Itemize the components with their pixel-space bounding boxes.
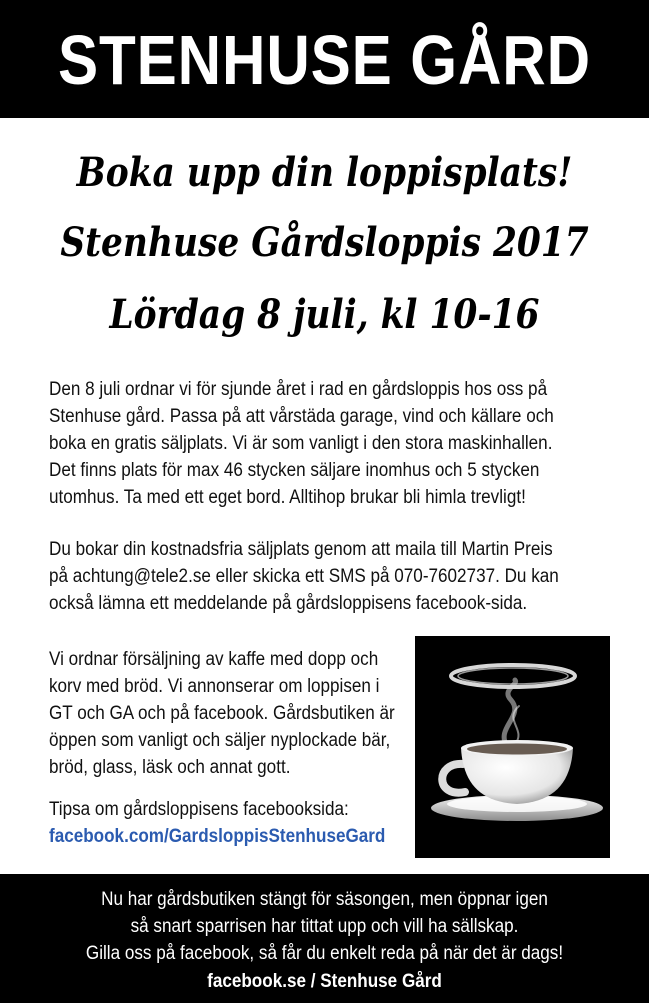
intro-paragraph: [49, 376, 589, 511]
headline-booking: Boka upp din loppisplats!: [76, 149, 573, 196]
text-line: boka en gratis säljplats. Vi är som vanligt i den stora maskinhallen.: [49, 433, 553, 454]
text-line: Det finns plats för max 46 stycken säljare inomhus och 5 stycken: [49, 460, 540, 481]
headline-event-name: Stenhuse Gårdsloppis 2017: [60, 219, 589, 266]
tip-label: Tipsa om gårdsloppisens facebooksida:: [49, 799, 349, 820]
text-line: Du bokar din kostnadsfria säljplats genom att maila till Martin Preis: [49, 539, 553, 560]
text-line: också lämna ett meddelande på gårdsloppisens facebook-sida.: [49, 593, 528, 614]
text-line: utomhus. Ta med ett eget bord. Alltihop brukar bli himla trevligt!: [49, 487, 526, 508]
brand-title: STENHUSE GÅRD: [58, 21, 591, 99]
food-paragraph: [49, 646, 405, 781]
text-line: Vi ordnar försäljning av kaffe med dopp och: [49, 649, 379, 670]
footer-banner: [0, 874, 649, 1003]
coffee-photo: [415, 636, 610, 858]
facebook-page-link[interactable]: facebook.com/GardsloppisStenhuseGard: [49, 826, 386, 847]
text-line: på achtung@tele2.se eller skicka ett SMS på 070-7602737. Du kan: [49, 566, 559, 587]
text-line: öppen som vanligt och säljer nyplockade bär,: [49, 730, 391, 751]
header-banner: [0, 0, 649, 118]
footer-line: så snart sparrisen har tittat upp och vill ha sällskap.: [130, 916, 519, 937]
footer-line: Nu har gårdsbutiken stängt för säsongen, men öppnar igen: [101, 889, 548, 910]
text-line: korv med bröd. Vi annonserar om loppisen i: [49, 676, 380, 697]
text-line: Den 8 juli ordnar vi för sjunde året i rad en gårdsloppis hos oss på: [49, 379, 548, 400]
text-line: GT och GA och på facebook. Gårdsbutiken är: [49, 703, 395, 724]
coffee-cup-icon: [415, 636, 610, 858]
headline-date-time: Lördag 8 juli, kl 10-16: [109, 291, 540, 338]
footer-line: Gilla oss på facebook, så får du enkelt reda på när det är dags!: [85, 943, 564, 964]
footer-facebook-link[interactable]: facebook.se / Stenhuse Gård: [207, 971, 442, 992]
booking-paragraph: [49, 536, 589, 617]
facebook-tip: [49, 796, 405, 850]
text-line: Stenhuse gård. Passa på att vårstäda garage, vind och källare och: [49, 406, 554, 427]
text-line: bröd, glass, läsk och annat gott.: [49, 757, 291, 778]
